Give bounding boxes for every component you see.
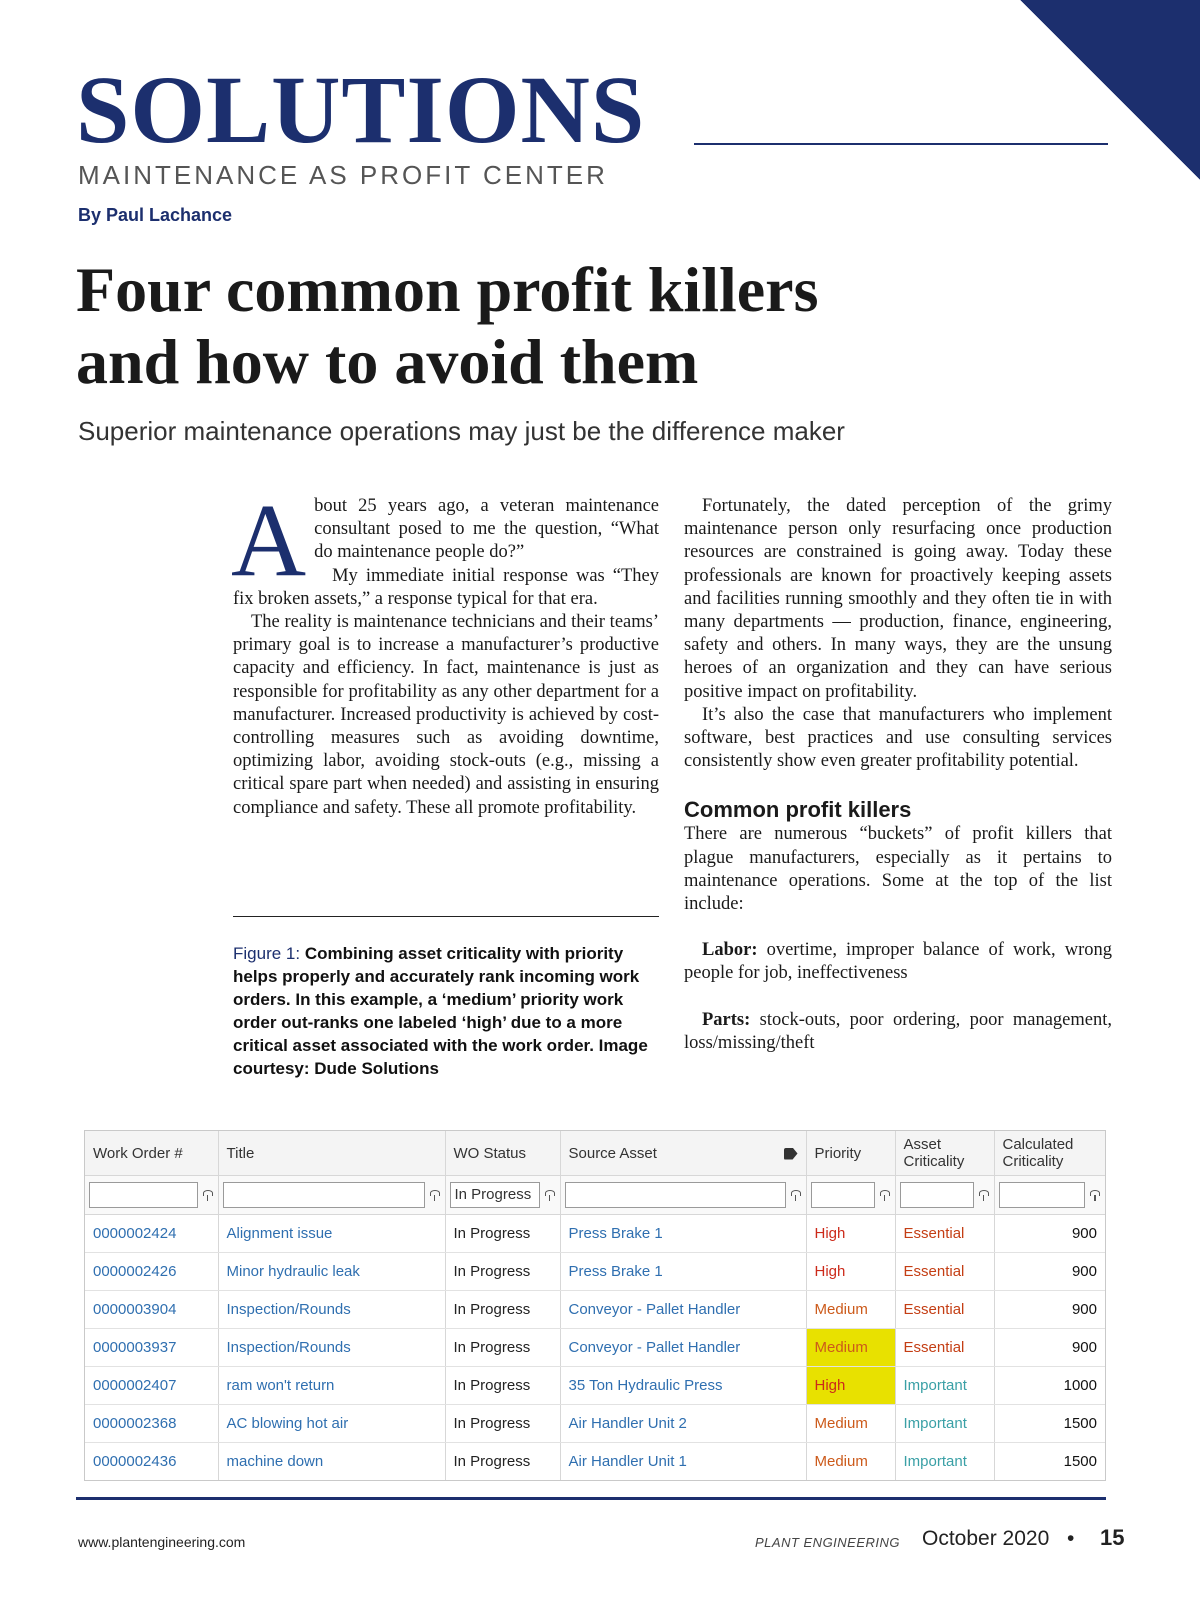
filter-icon[interactable] bbox=[202, 1188, 214, 1202]
priority-cell-highlighted: High bbox=[806, 1367, 895, 1405]
article-paragraph: Fortunately, the dated perception of the grimy maintenance person only resurfacing once production resources are constrained is going away. Today these professionals are known for proactively keeping assets and facilities running smoothly and they often tie in with many departments — production, finance, engineering, safety and others. In many ways, they are the unsung heroes of an organization and they can have serious positive impact on profitability. bbox=[684, 496, 1112, 702]
asset-link[interactable]: Air Handler Unit 2 bbox=[560, 1405, 806, 1443]
priority-cell: High bbox=[806, 1215, 895, 1253]
headline-line-1: Four common profit killers bbox=[76, 254, 819, 325]
status-cell: In Progress bbox=[445, 1443, 560, 1481]
criticality-cell: Essential bbox=[895, 1215, 994, 1253]
filter-input-work-order[interactable] bbox=[89, 1182, 198, 1208]
footer-date: October 2020 bbox=[922, 1527, 1050, 1550]
filter-icon[interactable] bbox=[1089, 1188, 1101, 1202]
filter-icon[interactable] bbox=[879, 1188, 891, 1202]
criticality-cell: Important bbox=[895, 1443, 994, 1481]
work-order-link[interactable]: 0000002368 bbox=[85, 1405, 218, 1443]
figure-divider bbox=[233, 916, 659, 917]
calculated-criticality-cell: 900 bbox=[994, 1329, 1105, 1367]
asset-link[interactable]: Conveyor - Pallet Handler bbox=[560, 1291, 806, 1329]
calculated-criticality-cell: 1500 bbox=[1063, 1453, 1097, 1470]
footer-bullet: • bbox=[1067, 1527, 1075, 1550]
title-link[interactable]: Inspection/Rounds bbox=[218, 1291, 445, 1329]
table-row[interactable] bbox=[85, 1405, 1105, 1443]
column-header-calculated-criticality[interactable]: Calculated Criticality bbox=[994, 1131, 1105, 1176]
status-cell: In Progress bbox=[445, 1329, 560, 1367]
table-row[interactable] bbox=[85, 1253, 1105, 1291]
labor-paragraph: Labor: overtime, improper balance of work, wrong people for job, ineffectiveness bbox=[684, 940, 1112, 984]
footer-rule bbox=[76, 1497, 1106, 1500]
priority-cell: High bbox=[806, 1253, 895, 1291]
column-header-asset-criticality[interactable]: Asset Criticality bbox=[895, 1131, 994, 1176]
status-cell: In Progress bbox=[445, 1291, 560, 1329]
asset-link[interactable]: Press Brake 1 bbox=[560, 1215, 806, 1253]
deck: Superior maintenance operations may just be the difference maker bbox=[78, 416, 845, 446]
column-header-priority[interactable]: Priority bbox=[806, 1131, 895, 1176]
column-header-work-order[interactable]: Work Order # bbox=[85, 1131, 218, 1176]
asset-link[interactable]: Conveyor - Pallet Handler bbox=[560, 1329, 806, 1367]
calculated-criticality-cell: 1500 bbox=[994, 1405, 1105, 1443]
filter-icon[interactable] bbox=[790, 1188, 802, 1202]
criticality-cell: Important bbox=[895, 1367, 994, 1405]
filter-icon[interactable] bbox=[544, 1188, 556, 1202]
section-subtitle: MAINTENANCE AS PROFIT CENTER bbox=[78, 160, 608, 190]
article-column-right bbox=[684, 495, 1112, 1055]
footer-url[interactable]: www.plantengineering.com bbox=[78, 1534, 246, 1550]
status-cell: In Progress bbox=[445, 1405, 560, 1443]
article-paragraph: About 25 years ago, a veteran maintenance consultant posed to me the question, “What do maintenance people do?” bbox=[231, 483, 659, 598]
tag-icon[interactable] bbox=[784, 1148, 798, 1160]
filter-input-source-asset[interactable] bbox=[565, 1182, 786, 1208]
subhead: Common profit killers bbox=[684, 797, 912, 823]
work-order-link[interactable]: 0000002407 bbox=[85, 1367, 218, 1405]
figure-label: Figure 1: bbox=[233, 944, 301, 963]
headline-line-2: and how to avoid them bbox=[76, 326, 699, 397]
filter-input-title[interactable] bbox=[223, 1182, 425, 1208]
criticality-cell: Essential bbox=[895, 1329, 994, 1367]
filter-input-calculated-criticality[interactable] bbox=[999, 1182, 1086, 1208]
criticality-cell: Essential bbox=[895, 1291, 994, 1329]
priority-cell: Medium bbox=[806, 1405, 895, 1443]
work-order-link[interactable]: 0000003904 bbox=[85, 1291, 218, 1329]
title-link[interactable]: AC blowing hot air bbox=[218, 1405, 445, 1443]
title-link[interactable]: machine down bbox=[218, 1443, 445, 1481]
table-row[interactable] bbox=[85, 1443, 1105, 1481]
status-cell: In Progress bbox=[445, 1253, 560, 1291]
asset-link[interactable]: Air Handler Unit 1 bbox=[560, 1443, 806, 1481]
status-cell: In Progress bbox=[445, 1215, 560, 1253]
priority-cell-highlighted: Medium bbox=[806, 1329, 895, 1367]
article-paragraph: My immediate initial response was “They fix broken assets,” a response typical for that era. bbox=[233, 565, 659, 609]
filter-input-wo-status[interactable]: In Progress bbox=[450, 1182, 540, 1208]
filter-input-asset-criticality[interactable] bbox=[900, 1182, 974, 1208]
status-cell: In Progress bbox=[445, 1367, 560, 1405]
drop-cap: A bbox=[231, 483, 307, 598]
byline: By Paul Lachance bbox=[78, 205, 233, 225]
headline bbox=[76, 254, 1076, 398]
work-order-link[interactable]: 0000002436 bbox=[85, 1443, 218, 1481]
article-column-left bbox=[231, 483, 659, 820]
work-order-link[interactable]: 0000002424 bbox=[85, 1215, 218, 1253]
title-link[interactable]: Inspection/Rounds bbox=[218, 1329, 445, 1367]
section-rule bbox=[694, 143, 1108, 145]
asset-link[interactable]: Press Brake 1 bbox=[560, 1253, 806, 1291]
page-number: 15 bbox=[1100, 1525, 1125, 1550]
parts-paragraph: Parts: stock-outs, poor ordering, poor management, loss/missing/theft bbox=[684, 1009, 1113, 1053]
work-order-table bbox=[84, 1130, 1106, 1481]
article-paragraph: It’s also the case that manufacturers who implement software, best practices and use consulting services consistently show even greater profitability potential. bbox=[684, 704, 1112, 772]
calculated-criticality-cell: 900 bbox=[994, 1253, 1105, 1291]
column-header-wo-status[interactable]: WO Status bbox=[445, 1131, 560, 1176]
title-link[interactable]: Minor hydraulic leak bbox=[218, 1253, 445, 1291]
table-row[interactable] bbox=[85, 1291, 1105, 1329]
filter-icon[interactable] bbox=[978, 1188, 990, 1202]
work-order-link[interactable]: 0000003937 bbox=[85, 1329, 218, 1367]
column-header-source-asset[interactable]: Source Asset bbox=[560, 1131, 806, 1176]
table-row[interactable] bbox=[85, 1367, 1105, 1405]
table-row[interactable] bbox=[85, 1215, 1105, 1253]
article-paragraph: There are numerous “buckets” of profit killers that plague manufacturers, especially as it pertains to maintenance operations. Some at the top of the list include: bbox=[684, 824, 1112, 915]
table-row[interactable] bbox=[85, 1329, 1105, 1367]
article-paragraph: The reality is maintenance technicians and their teams’ primary goal is to increase a manufacturer’s productive capacity and efficiency. In fact, maintenance is just as responsible for profitability as any other department for a manufacturer. Increased productivity is achieved by cost-controlling measures such as avoiding downtime, optimizing labor, avoiding stock-outs (e.g., missing a critical spare part when needed) and assisting in ensuring compliance and safety. These all promote profitability. bbox=[233, 612, 659, 818]
asset-link[interactable]: 35 Ton Hydraulic Press bbox=[560, 1367, 806, 1405]
figure-caption-text: Combining asset criticality with priority helps properly and accurately rank incoming work orders. In this example, a ‘medium’ priority work order out-ranks one labeled ‘high’ due to a more critical asset associated with the work order. Image courtesy: Dude Solutions bbox=[233, 944, 648, 1078]
calculated-criticality-cell: 900 bbox=[994, 1291, 1105, 1329]
figure-caption bbox=[233, 942, 659, 1080]
calculated-criticality-cell: 1000 bbox=[994, 1367, 1105, 1405]
calculated-criticality-cell: 900 bbox=[994, 1215, 1105, 1253]
filter-input-priority[interactable] bbox=[811, 1182, 875, 1208]
priority-cell: Medium bbox=[806, 1291, 895, 1329]
title-link[interactable]: ram won't return bbox=[218, 1367, 445, 1405]
title-link[interactable]: Alignment issue bbox=[218, 1215, 445, 1253]
footer-publication: PLANT ENGINEERING bbox=[755, 1535, 901, 1550]
priority-cell: Medium bbox=[806, 1443, 895, 1481]
criticality-cell: Important bbox=[895, 1405, 994, 1443]
filter-icon[interactable] bbox=[429, 1188, 441, 1202]
criticality-cell: Essential bbox=[895, 1253, 994, 1291]
column-header-title[interactable]: Title bbox=[218, 1131, 445, 1176]
work-order-link[interactable]: 0000002426 bbox=[85, 1253, 218, 1291]
corner-triangle-decoration bbox=[1020, 0, 1200, 180]
section-title: SOLUTIONS bbox=[76, 56, 646, 163]
